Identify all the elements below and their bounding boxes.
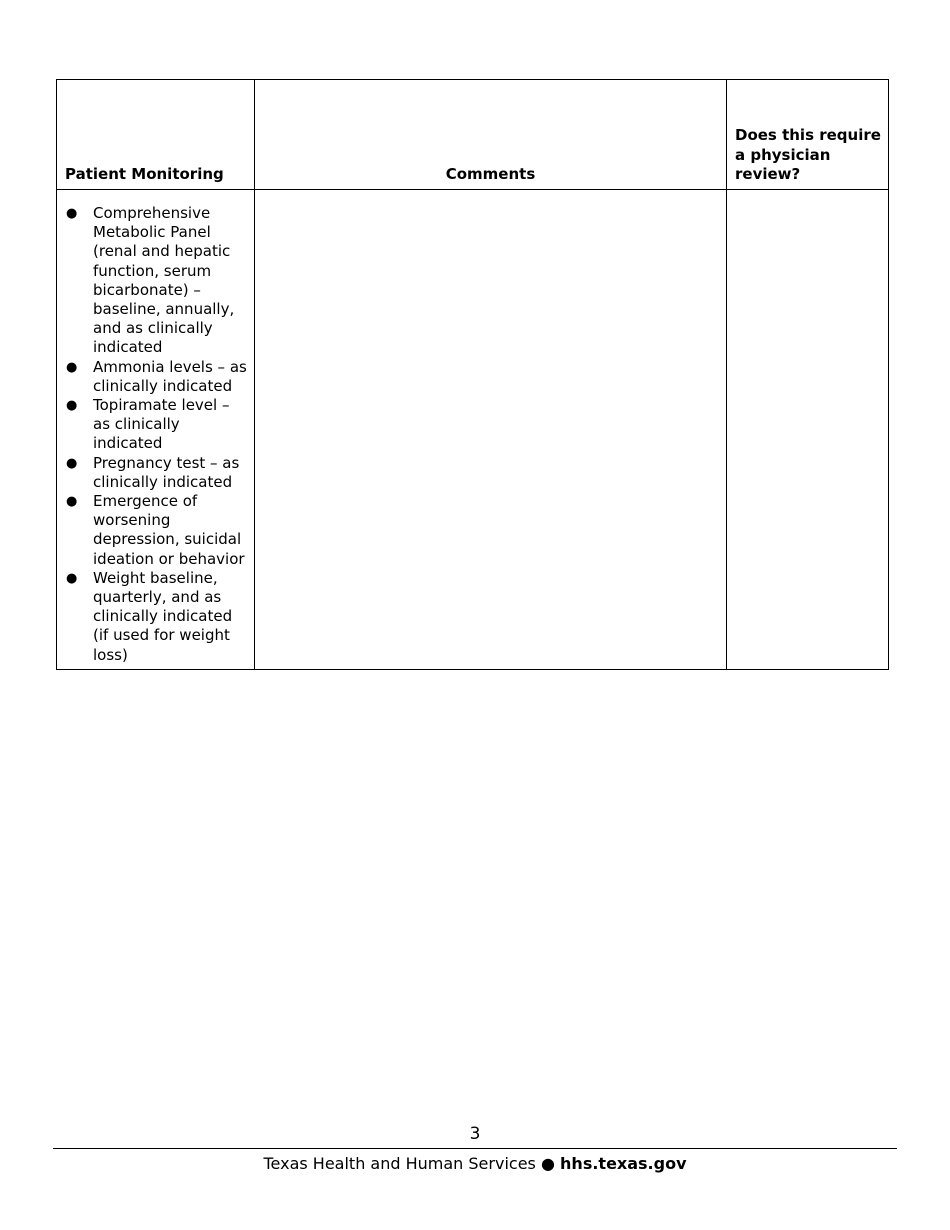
footer-separator-icon: ● <box>540 1154 555 1173</box>
monitoring-item-text: Ammonia levels – as clinically indicated <box>93 357 247 395</box>
table-header-row <box>57 80 889 190</box>
footer-divider <box>53 1148 897 1149</box>
comments-header: Comments <box>255 80 727 190</box>
list-item <box>57 569 254 665</box>
list-item <box>57 204 254 358</box>
page-number: 3 <box>469 1124 481 1144</box>
footer-url: hhs.texas.gov <box>560 1154 687 1173</box>
patient-monitoring-table <box>56 79 889 670</box>
bullet-icon: ● <box>66 455 78 471</box>
list-item <box>57 396 254 454</box>
monitoring-item-text: Topiramate level – as clinically indicated <box>93 396 230 453</box>
list-item <box>57 454 254 492</box>
bullet-icon: ● <box>66 359 78 375</box>
patient-monitoring-cell <box>57 190 255 670</box>
bullet-icon: ● <box>66 494 78 510</box>
bullet-icon: ● <box>66 206 78 221</box>
monitoring-item-text: Pregnancy test – as clinically indicated <box>93 453 240 491</box>
footer-org: Texas Health and Human Services <box>263 1154 536 1173</box>
bullet-icon: ● <box>66 570 78 586</box>
list-item <box>57 358 254 396</box>
monitoring-list <box>57 204 254 665</box>
table-row <box>57 190 889 670</box>
monitoring-item-text: Emergence of worsening depression, suicidal ideation or behavior <box>93 492 245 568</box>
comments-cell[interactable] <box>255 190 727 670</box>
patient-monitoring-header: Patient Monitoring <box>57 80 255 190</box>
bullet-icon: ● <box>66 398 78 414</box>
monitoring-item-text: Weight baseline, quarterly, and as clinically indicated (if used for weight loss) <box>93 568 233 664</box>
list-item <box>57 492 254 569</box>
physician-review-cell[interactable] <box>727 190 889 670</box>
footer-line <box>0 1154 950 1173</box>
monitoring-item-text: Comprehensive Metabolic Panel (renal and hepatic function, serum bicarbonate) – baseline, annually, and as clinically indicated <box>93 204 235 357</box>
physician-review-header: Does this require a physician review? <box>727 80 889 190</box>
